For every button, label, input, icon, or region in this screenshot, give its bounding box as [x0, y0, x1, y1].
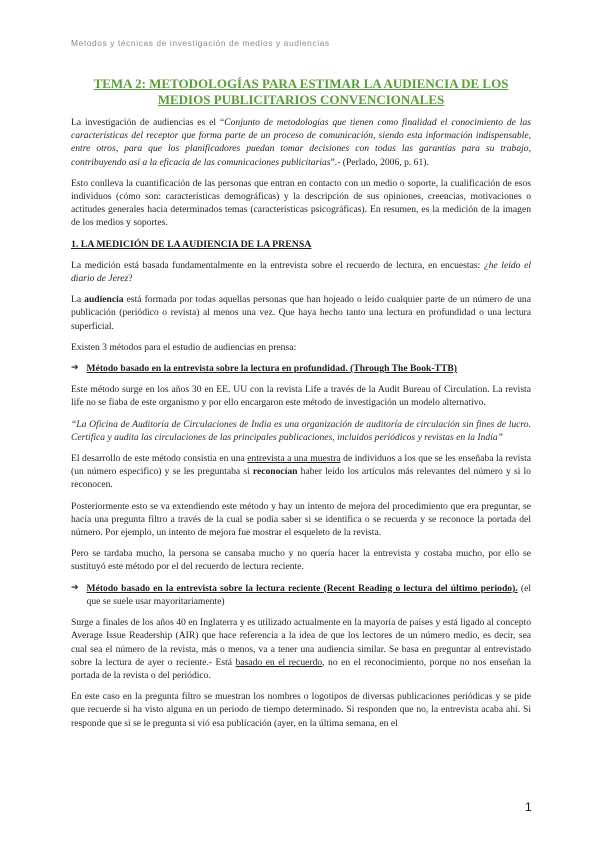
method-ttb-label: Método basado en la entrevista sobre la lectura en profundidad. (Through The Book-TTB) [86, 363, 457, 375]
paragraph-intro [71, 116, 531, 169]
paragraph-audience [71, 293, 531, 333]
running-header: Metodos y técnicas de investigación de medios y audiencias [71, 38, 330, 48]
paragraph-methods-intro: Existen 3 métodos para el estudio de audiencias en prensa: [71, 341, 297, 353]
dev-bold: reconocían [252, 466, 298, 478]
method-recent-reading-text [87, 582, 531, 608]
dev-text-b: de individuos a los que se les enseñaba la revista (un número especifico) y se les preguntaba si [71, 453, 531, 478]
dev-text-c: haber leído los artículos más relevantes del número y si lo reconocen. [71, 466, 531, 491]
rr-text-b: , no en el reconocimiento, porque no nos enseñan la portada de la revista o del periódico. [71, 656, 531, 681]
question-mark: ? [128, 273, 133, 285]
method-recent-reading-note: (el que se suele usar mayoritariamente) [86, 582, 531, 607]
arrow-icon: ➔ [71, 582, 79, 593]
rr-text-a: Surge a finales de los años 40 en Inglaterra y es utilizado actualmente en la mayoría de países y está ligado al concepto Average Issue Readership (AIR) que hace referencia a la idea de que los lectores de un número medio, es decir, sea cual sea el número de la revista, más o menos, va a tener una audiencia similar. Se basa en preguntar al entrevistado sobre la lectura de ayer o reciente.- Está [71, 617, 531, 668]
paragraph-ttb-replaced: Pero se tardaba mucho, la persona se cansaba mucho y no quería hacer la entrevista y costaba mucho, por ello se sustituyó este método por el del recuerdo de lectura reciente. [71, 548, 531, 573]
paragraph-ttb-development [71, 452, 531, 492]
audience-start: La [71, 294, 85, 306]
audience-definition: está formada por todas aquellas personas que han hojeado o leído cualquier parte de un número de una publicación (periódico o revista) al menos una vez. Que haya hecho tanto una lectura en profundidad o una lectura superficial. [71, 294, 531, 332]
dev-underlined: entrevista a una muestra [247, 453, 341, 465]
citation: ”.- (Perlado, 2006, p. 61). [330, 156, 429, 168]
paragraph-ttb-origin: Este método surge en los años 30 en EE. UU con la revista Life a través de la Audit Bureau of Circulation. La revista life no se fiaba de este organismo y por ello encargaron este método de investigación un modelo alternativo. [71, 384, 531, 409]
paragraph-recent-reading [71, 616, 531, 682]
method-recent-reading-label: Método basado en la entrevista sobre la lectura reciente (Recent Reading o lectura del último periodo). [86, 582, 518, 594]
paragraph-ttb-improvement: Posteriormente esto se va extendiendo este método y hay un intento de mejora del procedimiento que era preguntar, se hacía una pregunta filtro a través de la cual se podía saber si se identifica o se recuerda y se reconoce la portada del número. Por ejemplo, un intento de mejora fue mostrar el esqueleto de la revista. [71, 500, 531, 539]
paragraph-quantification: Esto conlleva la cuantificación de las personas que entran en contacto con un medio o soporte, la cualificación de esos individuos (cómo son: características demográficas) y la descripción de sus opiniones, creencias, motivaciones o actitudes generales hacia determinados temas (características psicográficas). En resumen, es la medición de la imagen de los medios y soportes. [71, 177, 531, 229]
intro-text: La investigación de audiencias es el “ [71, 117, 225, 128]
section-heading: 1. LA MEDICIÓN DE LA AUDIENCIA DE LA PRENSA [71, 238, 312, 250]
paragraph-filter-question: En este caso en la pregunta filtro se muestran los nombres o logotipos de diversas publicaciones periódicas y se pide que recuerde si ha visto alguna en un periodo de tiempo determinado. Si responden que no, la entrevista acaba ahí. Si responde que si se le pregunta si vió esa publicación (ayer, en la última semana, en el [71, 691, 531, 729]
method-recent-reading-bullet [71, 582, 531, 608]
rr-underlined: basado en el recuerdo [235, 656, 323, 668]
measurement-text: La medición está basada fundamentalmente en la entrevista sobre el recuerdo de lectura, en encuestas: [71, 259, 484, 271]
document-title: TEMA 2: METODOLOGÍAS PARA ESTIMAR LA AUDIENCIA DE LOS MEDIOS PUBLICITARIOS CONVENCIONALES [93, 76, 509, 107]
paragraph-india-quote: “La Oficina de Auditoría de Circulaciones de India es una organización de auditoría de circulación sin fines de lucro. Certifica y audita las circulaciones de las principales publicaciones, incluidos periódicos y revistas en la India” [71, 418, 531, 443]
arrow-icon: ➔ [71, 363, 79, 374]
document-body [71, 76, 531, 738]
page-number: 1 [525, 800, 532, 814]
audience-term: audiencia [84, 294, 124, 306]
survey-question: ¿he leído el diario de Jerez [71, 259, 531, 285]
method-ttb-bullet [71, 362, 531, 375]
dev-text-a: El desarrollo de este método consistía en una [71, 453, 248, 465]
paragraph-measurement [71, 259, 531, 285]
definition-quote: Conjunto de metodologías que tienen como finalidad el conocimiento de las características del receptor que forma parte de un proceso de comunicación, siendo esta información indispensable, entre otros, para que los planificadores puedan tomar decisiones con todas las garantías para su trabajo, contribuyendo así a la eficacia de las comunicaciones publicitarias [71, 117, 531, 168]
